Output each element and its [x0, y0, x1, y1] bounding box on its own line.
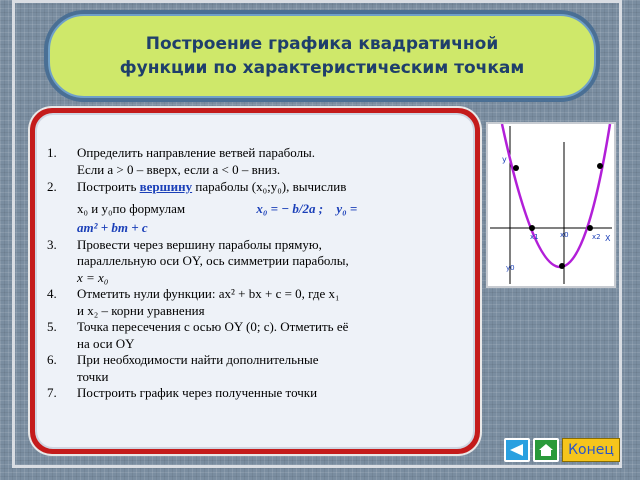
step-3-line-1: Провести через вершину параболы прямую, [77, 236, 322, 252]
parabola-graph-svg [488, 124, 614, 286]
parabola-graph [486, 122, 616, 288]
formula-y0-expression: am² + bm + c [77, 220, 148, 235]
step-2-post: параболы (x₀;y₀), вычислив [192, 179, 347, 194]
step-3-line-2: параллельную оси OY, ось симметрии параболы, [77, 253, 349, 268]
step-2 [47, 179, 463, 237]
step-4-line-2: и x₂ – корни уравнения [77, 302, 205, 318]
formula-x0: x₀ = − b/2a ; [256, 200, 324, 216]
point-x1 [529, 225, 535, 231]
end-button[interactable]: Конец [562, 438, 620, 462]
step-number: 4. [47, 286, 57, 301]
step-number: 7. [47, 385, 57, 400]
label-y: y [502, 155, 507, 164]
step-number: 3. [47, 236, 57, 252]
step-4-line-1: Отметить нули функции: ax² + bx + c = 0, где x₁ [77, 286, 340, 301]
step-2-pre: Построить [77, 179, 140, 194]
step-1-line-2: Если a > 0 – вверх, если a < 0 – вниз. [77, 161, 281, 177]
steps-panel-inner [35, 113, 475, 449]
step-4 [47, 286, 463, 319]
arrow-left-icon [509, 443, 525, 457]
step-6 [47, 352, 463, 385]
step-number: 5. [47, 319, 57, 334]
step-3 [47, 237, 463, 287]
vertex-link[interactable]: вершину [139, 179, 193, 194]
label-x1: x1 [530, 233, 539, 241]
step-7-line-1: Построить график через полученные точки [77, 385, 318, 400]
step-1 [47, 145, 463, 178]
step-1-line-1: Определить направление ветвей параболы. [77, 145, 316, 160]
step-number: 2. [47, 179, 57, 194]
home-icon [538, 443, 554, 457]
point-x2 [587, 225, 593, 231]
step-7 [47, 385, 463, 402]
step-5 [47, 319, 463, 352]
label-x2: x2 [592, 233, 601, 241]
step-3-line-3: x = x₀ [77, 269, 109, 285]
point-vertex [559, 263, 565, 269]
back-button[interactable] [504, 438, 530, 462]
point-c [513, 165, 519, 171]
slide-title [48, 14, 596, 98]
step-6-line-2: точки [77, 368, 109, 384]
step-6-line-1: При необходимости найти дополнительные [77, 352, 319, 367]
step-2-line-2: x₀ и y₀по формулам [77, 200, 186, 216]
title-line-1: Построение графика квадратичной [145, 34, 499, 54]
step-number: 1. [47, 145, 57, 160]
steps-list [47, 145, 463, 402]
label-y0: y0 [506, 264, 515, 272]
point-extra [597, 163, 603, 169]
label-x: X [605, 234, 611, 243]
steps-panel [30, 108, 480, 454]
home-button[interactable] [533, 438, 559, 462]
label-x0: x0 [560, 231, 569, 239]
step-number: 6. [47, 352, 57, 367]
step-5-line-2: на оси OY [77, 335, 135, 351]
parabola-curve [502, 124, 610, 267]
step-5-line-1: Точка пересечения с осью OY (0; c). Отметить её [77, 319, 349, 334]
formula-y0: y₀ = [336, 200, 358, 216]
title-line-2: функции по характеристическим точкам [119, 58, 525, 78]
